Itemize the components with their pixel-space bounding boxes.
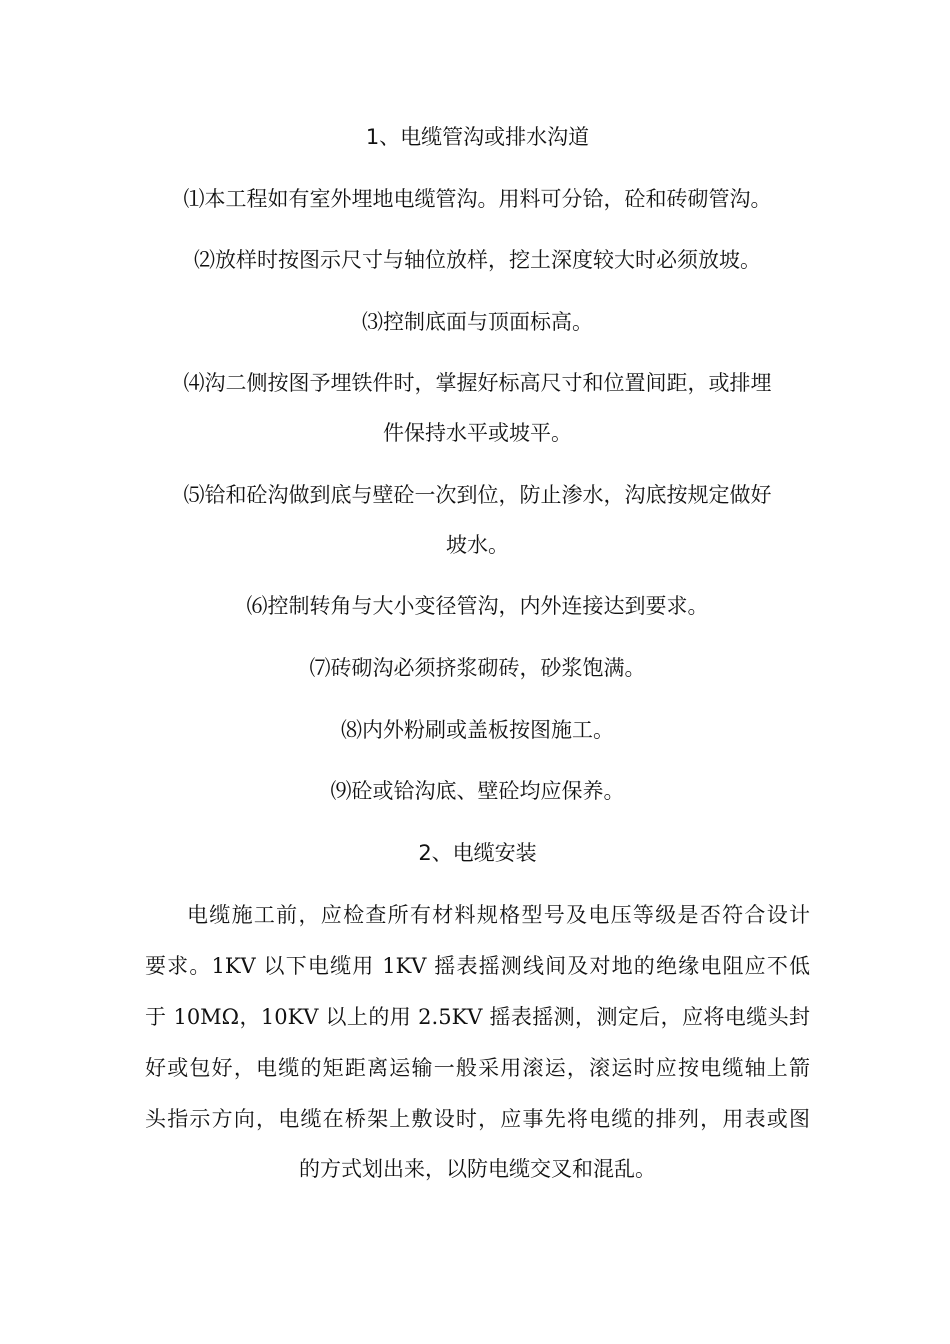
list-item-7: ⑺砖砌沟必须挤浆砌砖，砂浆饱满。 xyxy=(309,656,646,680)
paragraph-line-5: 头指示方向，电缆在桥架上敷设时，应事先将电缆的排列，用表或图 xyxy=(145,1107,810,1131)
list-item-4-line-1: ⑷沟二侧按图予埋铁件时，掌握好标高尺寸和位置间距，或排埋 xyxy=(183,371,772,395)
section-heading-2: 2、电缆安装 xyxy=(418,841,537,865)
paragraph-line-3: 于 10MΩ，10KV 以上的用 2.5KV 摇表摇测，测定后，应将电缆头封 xyxy=(145,1005,810,1029)
list-item-9: ⑼砼或铪沟底、壁砼均应保养。 xyxy=(330,779,625,803)
section-heading-1: 1、电缆管沟或排水沟道 xyxy=(365,125,590,149)
list-item-4-line-2: 件保持水平或坡平。 xyxy=(383,421,572,445)
list-item-1: ⑴本工程如有室外埋地电缆管沟。用料可分铪，砼和砖砌管沟。 xyxy=(183,187,772,211)
paragraph-line-1: 电缆施工前，应检查所有材料规格型号及电压等级是否符合设计 xyxy=(187,903,810,927)
list-item-8: ⑻内外粉刷或盖板按图施工。 xyxy=(341,718,614,742)
list-item-3: ⑶控制底面与顶面标高。 xyxy=(362,310,593,334)
paragraph-line-2: 要求。1KV 以下电缆用 1KV 摇表摇测线间及对地的绝缘电阻应不低 xyxy=(145,954,810,978)
list-item-5-line-1: ⑸铪和砼沟做到底与壁砼一次到位，防止渗水，沟底按规定做好 xyxy=(183,483,772,507)
list-item-6: ⑹控制转角与大小变径管沟，内外连接达到要求。 xyxy=(246,594,709,618)
cable-installation-paragraph xyxy=(145,900,810,1200)
list-item-5-line-2: 坡水。 xyxy=(446,533,509,557)
list-item-2: ⑵放样时按图示尺寸与轴位放样，挖土深度较大时必须放坡。 xyxy=(194,248,761,272)
paragraph-line-6: 的方式划出来，以防电缆交叉和混乱。 xyxy=(299,1157,656,1181)
paragraph-line-4: 好或包好，电缆的矩距离运输一般采用滚运，滚运时应按电缆轴上箭 xyxy=(145,1056,810,1080)
